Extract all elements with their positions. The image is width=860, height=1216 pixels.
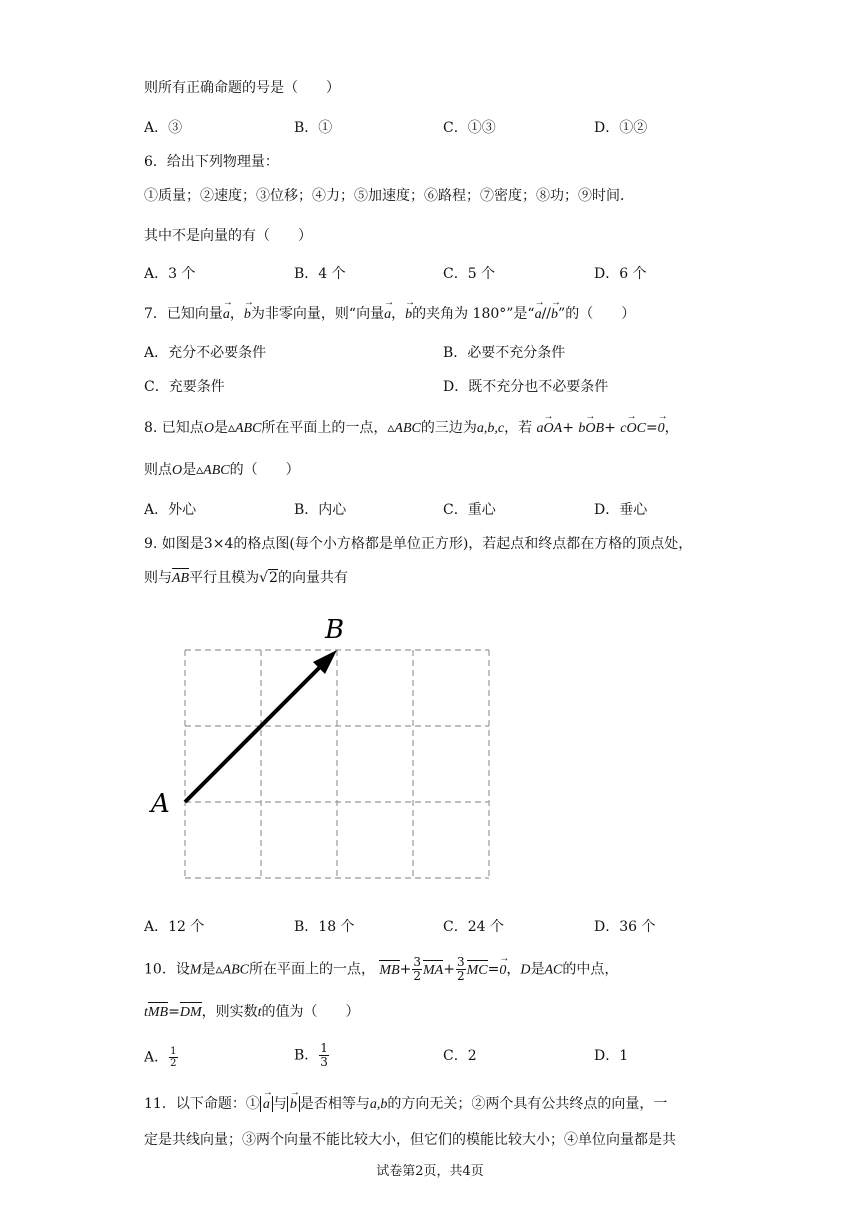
- q6-prompt: 其中不是向量的有（ ）: [144, 228, 312, 244]
- q6-option-b: B．4 个: [294, 266, 346, 282]
- q5-option-c: C．①③: [443, 120, 496, 136]
- q10-stem-line2: tMB=DM，则实数t的值为（ ）: [144, 1002, 360, 1023]
- q6-stem: 6．给出下列物理量：: [144, 154, 279, 170]
- q10-option-a: A． $\frac{1}{2}$: [144, 1046, 177, 1069]
- q7-option-c: C．充要条件: [144, 379, 225, 395]
- vector-b: b →: [244, 305, 251, 325]
- label-a: A: [151, 789, 170, 819]
- dashed-grid: [185, 650, 489, 878]
- vector-ab: AB: [172, 569, 189, 589]
- q8-option-a: A．外心: [144, 502, 197, 518]
- q8-option-d: D．垂心: [594, 502, 648, 518]
- q6-option-c: C．5 个: [443, 266, 496, 282]
- q6-option-d: D．6 个: [594, 266, 647, 282]
- q6-option-a: A．3 个: [144, 266, 196, 282]
- vector-ab-arrow: [185, 658, 329, 802]
- q9-option-b: B．18 个: [294, 919, 355, 935]
- q9-option-d: D．36 个: [594, 919, 656, 935]
- vector-a: a →: [223, 305, 230, 325]
- q7-option-b: B．必要不充分条件: [443, 345, 566, 361]
- q9-option-a: A．12 个: [144, 919, 205, 935]
- q8-stem: 8. 已知点O是▵ABC所在平面上的一点，▵ABC的三边为a,b,c，若 aOA →+ bOB →+ cOC →=0 →，: [144, 418, 679, 439]
- q7-stem: 7．已知向量a →，b →为非零向量，则“向量a →，b →的夹角为 180°”是“a →//b →”的（ ）: [144, 304, 635, 325]
- q9-stem-line2: 则与AB平行且模为√2的向量共有: [144, 568, 348, 589]
- q10-stem: 10．设M是▵ABC所在平面上的一点， MB+ $\frac{3}{2}$ MA+ $\frac{3}{2}$ MC=0 →，D是AC的中点，: [144, 956, 618, 983]
- grid-figure: [145, 612, 505, 888]
- q11-stem-line2: 定是共线向量；③两个向量不能比较大小，但它们的模能比较大小；④单位向量都是共: [144, 1132, 676, 1148]
- label-b: B: [325, 615, 345, 645]
- q11-stem: 11．以下命题：① a → 与 b → 是否相等与a,b的方向无关；②两个具有公共终点的向量，一: [144, 1094, 667, 1115]
- q5-option-a: A．③: [144, 120, 183, 136]
- q10-option-d: D．1: [594, 1048, 629, 1064]
- q10-option-b: B． $\frac{1}{3}$: [294, 1041, 328, 1069]
- q9-option-c: C．24 个: [443, 919, 504, 935]
- q9-stem: 9. 如图是3×4的格点图(每个小方格都是单位正方形)，若起点和终点都在方格的顶点处，: [144, 536, 693, 552]
- q7-option-d: D．既不充分也不必要条件: [443, 379, 609, 395]
- q8-prompt: 则点O是▵ABC的（ ）: [144, 462, 300, 478]
- q5-prompt: 则所有正确命题的号是（ ）: [144, 80, 340, 96]
- q6-items: ①质量；②速度；③位移；④力；⑤加速度；⑥路程；⑦密度；⑧功；⑨时间．: [144, 188, 634, 204]
- page-footer: 试卷第2页，共4页: [376, 1164, 484, 1179]
- fraction-3-2: $\frac{3}{2}$: [413, 955, 422, 983]
- q5-option-b: B．①: [294, 120, 333, 136]
- q8-option-c: C．重心: [443, 502, 496, 518]
- q8-option-b: B．内心: [294, 502, 347, 518]
- sqrt-2: 2: [269, 570, 278, 586]
- q10-option-c: C．2: [443, 1048, 477, 1064]
- q7-option-a: A．充分不必要条件: [144, 345, 267, 361]
- q5-option-d: D．①②: [594, 120, 648, 136]
